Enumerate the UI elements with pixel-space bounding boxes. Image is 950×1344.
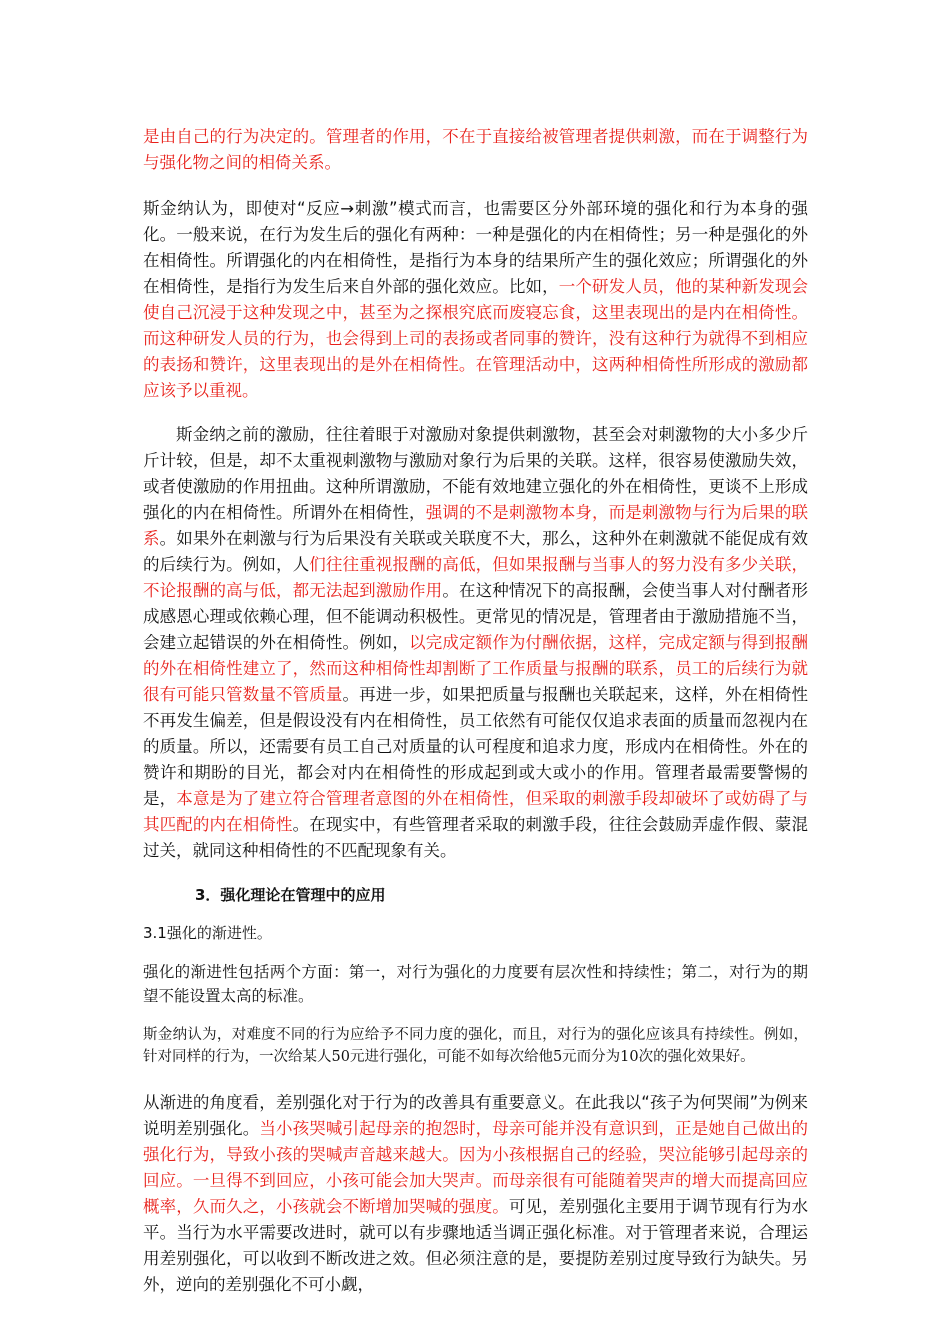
highlighted-text: 强调的不是刺激物本身，而是刺激物与行为后果的联系	[143, 503, 809, 548]
highlighted-text: 们往往重视报酬的高低，但如果报酬与当事人的努力没有多少关联，不论报酬的高与低，都无法起到激励作用	[143, 555, 809, 600]
subsection-heading: 3.1强化的渐进性。	[143, 924, 272, 942]
paragraph-gradualness	[143, 960, 808, 1008]
paragraph-differential-reinforcement	[143, 1090, 808, 1298]
body-text: 强化的渐进性包括两个方面：第一，	[143, 963, 397, 981]
highlighted-text: 是由自己的行为决定的。管理者的作用，不在于直接给被管理者提供刺激，而在于调整行为与强化物之间的相倚关系。	[143, 127, 808, 172]
highlighted-text: 一个研发人员，他的某种新发现会使自己沉浸于这种发现之中，甚至为之探根究底而废寝忘食，这里表现出的是内在相倚性。而这种研发人员的行为，也会得到上司的表扬或者同事的赞许，没有这种行为就得不到相应的表扬和赞许，这里表现出的是外在相倚性。在管理活动中，这两种相倚性所形成的激励都应该予以重视。	[143, 277, 809, 400]
body-text: 斯金纳之前的激励，往往着眼于对激励对象提供刺激物，甚至会对刺激物的大小多少斤斤计较，但是，却不太重视刺激物与激励对象行为后果的关联。这样，很容易使激励失效，或者使激励的作用扭曲。这种所谓激励，不能有效地建立强化的外在相倚性，更谈不上形成强化的内在相倚性。所谓外在相倚性，	[143, 425, 808, 522]
body-text: 。在现实中，有些管理者采取的刺激手段，往往会鼓励弄虚作假、蒙混过关，就同这种相倚性的不匹配现象有关。	[143, 815, 809, 860]
body-text: 。如果外在刺激与行为后果没有关联或关联度不大，那么，这种外在刺激就不能促成有效的后续行为。例如，人	[143, 529, 809, 574]
body-text: 从渐进的角度看，差别强化对于行为的改善具有重要意义。在此我以“孩子为何哭闹”为例来说明差别强化。	[143, 1093, 808, 1138]
paragraph-contingency-types	[143, 196, 808, 404]
highlighted-text: 本意是为了建立符合管理者意图的外在相倚性，但采取的刺激手段却破坏了或妨碍了与其匹配的内在相倚性	[143, 789, 809, 834]
body-text: 可见，差别强化主要用于调节现有行为水平。当行为水平需要改进时，就可以有步骤地适当调正强化标准。对于管理者来说，合理运用差别强化，可以收到不断改进之效。但必须注意的是，要提防差别过度导致行为缺失。另外，逆向的差别强化不可小觑，	[143, 1197, 809, 1294]
body-text-serif: 对行为强化的力度要有层次性和持续性；第二，对行为的期望不能设置太高的标准。	[143, 963, 808, 1005]
highlighted-text: 以完成定额作为付酬依据，这样，完成定额与得到报酬的外在相倚性建立了，然而这种相倚性却割断了工作质量与报酬的联系，员工的后续行为就很有可能只管数量不管质量	[143, 633, 809, 704]
document-page	[143, 124, 808, 1298]
body-text: 。在这种情况下的高报酬，会使当事人对付酬者形成感恩心理或依赖心理，但不能调动积极性。更常见的情况是，管理者由于激励措施不当，会建立起错误的外在相倚性。例如，	[143, 581, 809, 652]
paragraph-skinner-example: 斯金纳认为，对难度不同的行为应给予不同力度的强化，而且，对行为的强化应该具有持续性。例如，针对同样的行为，一次给某人50元进行强化，可能不如每次给他5元而分为10次的强化效果好。	[143, 1027, 808, 1065]
body-text: 。再进一步，如果把质量与报酬也关联起来，这样，外在相倚性不再发生偏差，但是假设没有内在相倚性，员工依然有可能仅仅追求表面的质量而忽视内在的质量。所以，还需要有员工自己对质量的认可程度和追求力度，形成内在相倚性。外在的赞许和期盼的目光，都会对内在相倚性的形成起到或大或小的作用。管理者最需要警惕的是，	[143, 685, 809, 808]
section-heading: 3．强化理论在管理中的应用	[195, 886, 386, 904]
highlighted-text: 当小孩哭喊引起母亲的抱怨时，母亲可能并没有意识到，正是她自己做出的强化行为，导致小孩的哭喊声音越来越大。因为小孩根据自己的经验，哭泣能够引起母亲的回应。一旦得不到回应，小孩可能会加大哭声。而母亲很有可能随着哭声的增大而提高回应概率，久而久之，小孩就会不断增加哭喊的强度。	[143, 1119, 809, 1216]
paragraph-continuation	[143, 124, 808, 176]
body-text: 斯金纳认为，即使对“反应→刺激”模式而言，也需要区分外部环境的强化和行为本身的强化。一般来说，在行为发生后的强化有两种：一种是强化的内在相倚性；另一种是强化的外在相倚性。所谓强化的内在相倚性，是指行为本身的结果所产生的强化效应；所谓强化的外在相倚性，是指行为发生后来自外部的强化效应。比如，	[143, 199, 808, 296]
paragraph-incentive-analysis	[143, 422, 808, 864]
